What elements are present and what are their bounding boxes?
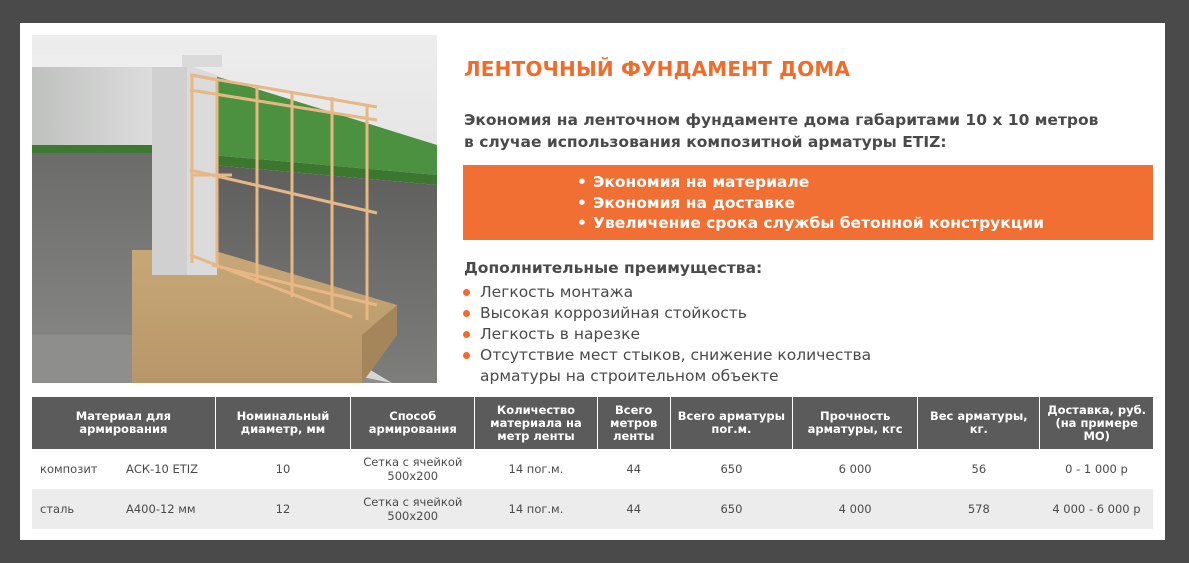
method-cell: Сетка с ячейкой 500х200 [351,449,475,489]
comparison-table [32,397,1153,529]
bullet-icon: • [577,214,587,232]
strength-cell: 6 000 [793,449,918,489]
column-header: Всего метров ленты [597,397,670,449]
material-name: композит [40,462,98,476]
page-title: ЛЕНТОЧНЫЙ ФУНДАМЕНТ ДОМА [464,57,851,81]
foundation-illustration [32,35,437,383]
column-header: Номинальный диаметр, мм [215,397,350,449]
method-cell: Сетка с ячейкой 500х200 [351,489,475,529]
lead-text [464,109,1154,153]
content-card [20,23,1165,540]
strength-cell: 4 000 [793,489,918,529]
table-header-row [32,397,1153,449]
bullet-icon: • [577,193,587,212]
bullet-icon [463,310,470,317]
delivery-cell: 4 000 - 6 000 р [1040,489,1153,529]
bullet-icon [463,289,470,296]
table-row [32,449,1153,489]
highlight-item: • Увеличение срока службы бетонной конструкции [577,214,1044,232]
lead-line-2: в случае использования композитной арматуры ETIZ: [464,133,947,151]
column-header: Вес арматуры, кг. [918,397,1040,449]
table-row [32,489,1153,529]
bullet-icon [463,331,470,338]
advantage-item: Отсутствие мест стыков, снижение количества арматуры на строительном объекте [462,345,920,387]
advantage-item: Легкость монтажа [462,282,920,303]
total-rebar-cell: 650 [670,449,792,489]
column-header: Всего арматуры пог.м. [670,397,792,449]
column-header: Количество материала на метр ленты [475,397,597,449]
highlights-box [463,165,1153,240]
material-cell [32,489,215,529]
advantage-item: Высокая коррозийная стойкость [462,303,920,324]
advantages-list [462,282,920,387]
material-cell [32,449,215,489]
per-meter-cell: 14 пог.м. [475,489,597,529]
highlight-item: • Экономия на доставке [577,193,795,212]
diameter-cell: 12 [215,489,350,529]
column-header: Прочность арматуры, кгс [793,397,918,449]
column-header: Доставка, руб. (на примере МО) [1040,397,1153,449]
weight-cell: 578 [918,489,1040,529]
highlight-item: • Экономия на материале [577,173,810,191]
bullet-icon: • [577,173,587,191]
column-header: Материал для армирования [32,397,215,449]
highlights-list [577,172,1044,234]
per-meter-cell: 14 пог.м. [475,449,597,489]
delivery-cell: 0 - 1 000 р [1040,449,1153,489]
lead-line-1: Экономия на ленточном фундаменте дома габаритами 10 х 10 метров [464,111,1099,129]
column-header: Способ армирования [351,397,475,449]
advantage-item: Легкость в нарезке [462,324,920,345]
material-grade: А400-12 мм [126,502,196,516]
material-grade: АСК-10 ETIZ [126,462,199,476]
bullet-icon [463,352,470,359]
diameter-cell: 10 [215,449,350,489]
material-name: сталь [40,502,75,516]
total-rebar-cell: 650 [670,489,792,529]
weight-cell: 56 [918,449,1040,489]
total-meters-cell: 44 [597,489,670,529]
advantages-title: Дополнительные преимущества: [464,259,763,277]
total-meters-cell: 44 [597,449,670,489]
